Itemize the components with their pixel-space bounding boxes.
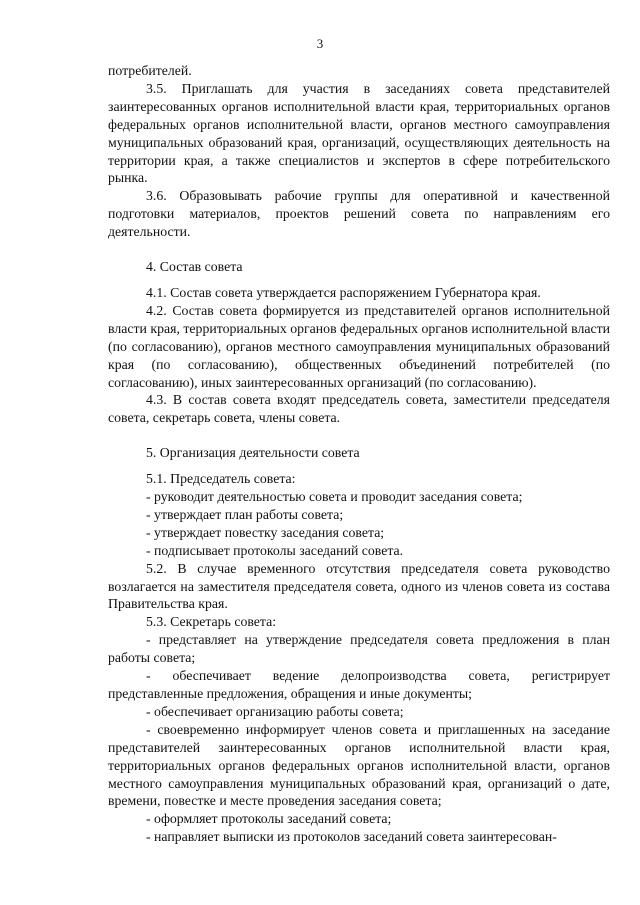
paragraph-4-2: 4.2. Состав совета формируется из представителей органов исполнительной власти края, территориальных органов федеральных органов исполнительной власти (по согласованию), органов местного самоуправления муниципальных образований края (по согласованию), общественных объединений потребителей (по согласованию), иных заинтересованных организаций (по согласованию). xyxy=(108,302,610,390)
page-number: 3 xyxy=(316,36,324,51)
list-item: - обеспечивает ведение делопроизводства совета, регистрирует представленные предложения, обращения и иные документы; xyxy=(108,668,610,701)
paragraph-5-2: 5.2. В случае временного отсутствия председателя совета руководство возлагается на заместителя председателя совета, одного из членов совета из состава Правительства края. xyxy=(108,560,610,612)
list-item: - направляет выписки из протоколов заседаний совета заинтересован- xyxy=(146,829,557,845)
paragraph-continuation: потребителей. xyxy=(108,63,192,78)
document-body xyxy=(108,62,610,846)
list-item: - своевременно информирует членов совета и приглашенных на заседание представителей заинтересованных органов исполнительной власти края, территориальных органов федеральных органов исполнительной власти, органов местного самоуправления муниципальных образований края, организаций о дате, времени, повестке и месте проведения заседания совета; xyxy=(108,721,610,809)
list-item: - подписывает протоколы заседаний совета. xyxy=(146,542,404,558)
list-item: - руководит деятельностью совета и проводит заседания совета; xyxy=(146,489,523,505)
list-item: - утверждает повестку заседания совета; xyxy=(146,524,385,540)
paragraph-4-1: 4.1. Состав совета утверждается распоряжением Губернатора края. xyxy=(146,284,541,300)
list-item: - оформляет протоколы заседаний совета; xyxy=(146,811,392,827)
paragraph-3-5: 3.5. Приглашать для участия в заседаниях совета представителей заинтересованных органов исполнительной власти края, территориальных органов федеральных органов исполнительной власти, органов местного самоуправления муниципальных образований края, организаций, осуществляющих деятельность на территории края, а также специалистов и экспертов в сфере потребительского рынка. xyxy=(108,80,610,186)
list-item: - обеспечивает организацию работы совета; xyxy=(146,703,404,719)
paragraph-4-3: 4.3. В состав совета входят председатель совета, заместители председателя совета, секретарь совета, члены совета. xyxy=(108,392,610,426)
paragraph-5-3: 5.3. Секретарь совета: xyxy=(146,614,277,630)
list-item: - утверждает план работы совета; xyxy=(146,506,344,522)
list-item: - представляет на утверждение председателя совета предложения в план работы совета; xyxy=(108,632,610,666)
paragraph-5-1: 5.1. Председатель совета: xyxy=(146,471,296,487)
paragraph-3-6: 3.6. Образовывать рабочие группы для оперативной и качественной подготовки материалов, проектов решений совета по направлениям его деятельности. xyxy=(108,188,610,240)
section-heading-5: 5. Организация деятельности совета xyxy=(146,445,360,461)
section-heading-4: 4. Состав совета xyxy=(146,259,243,275)
